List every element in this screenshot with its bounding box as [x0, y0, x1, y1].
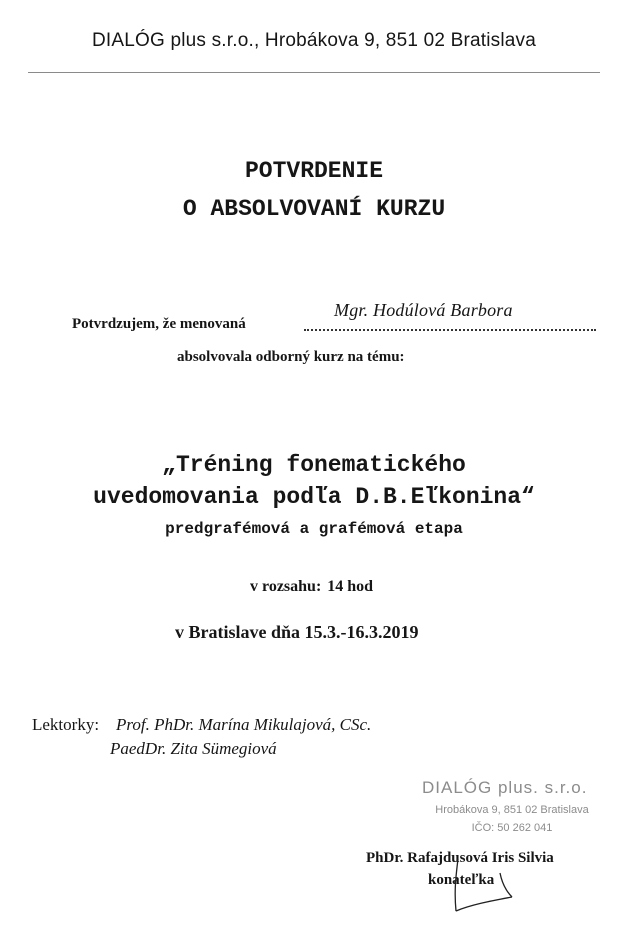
course-title-line2: uvedomovania podľa D.B.Eľkonina“: [93, 484, 535, 510]
course-intro-text: absolvovala odborný kurz na tému:: [177, 349, 405, 365]
stamp-company-name: DIALÓG plus. s.r.o.: [422, 778, 588, 797]
course-title-line1: „Tréning fonematického: [162, 452, 466, 478]
signatory-role: konateľka: [428, 872, 495, 888]
header-divider: [28, 72, 600, 73]
course-range: [250, 578, 373, 596]
lecturers-label: Lektorky:: [32, 715, 100, 734]
confirmation-prefix: Potvrdzujem, že menovaná: [72, 316, 246, 332]
lecturer-name-2: PaedDr. Zita Sümegiová: [110, 739, 277, 758]
handwritten-signature: [440, 855, 530, 915]
range-label: v rozsahu:: [250, 578, 322, 595]
course-subtitle: predgrafémová a grafémová etapa: [165, 520, 463, 538]
lecturer-name-1: Prof. PhDr. Marína Mikulajová, CSc.: [116, 715, 372, 734]
signatory-name: PhDr. Rafajdusová Iris Silvia: [366, 850, 554, 866]
company-stamp: [422, 778, 602, 834]
range-value: 14 hod: [327, 578, 374, 595]
place-and-date: v Bratislave dňa 15.3.-16.3.2019: [175, 622, 419, 642]
company-header: DIALÓG plus s.r.o., Hrobákova 9, 851 02 Bratislava: [91, 30, 537, 51]
document-title-line1: POTVRDENIE: [244, 158, 384, 184]
name-dotted-line: [304, 329, 596, 331]
stamp-ico: IČO: 50 262 041: [471, 822, 553, 834]
participant-name: Mgr. Hodúlová Barbora: [334, 300, 513, 320]
stamp-address: Hrobákova 9, 851 02 Bratislava: [435, 804, 589, 816]
document-title-line2: O ABSOLVOVANÍ KURZU: [182, 196, 446, 222]
